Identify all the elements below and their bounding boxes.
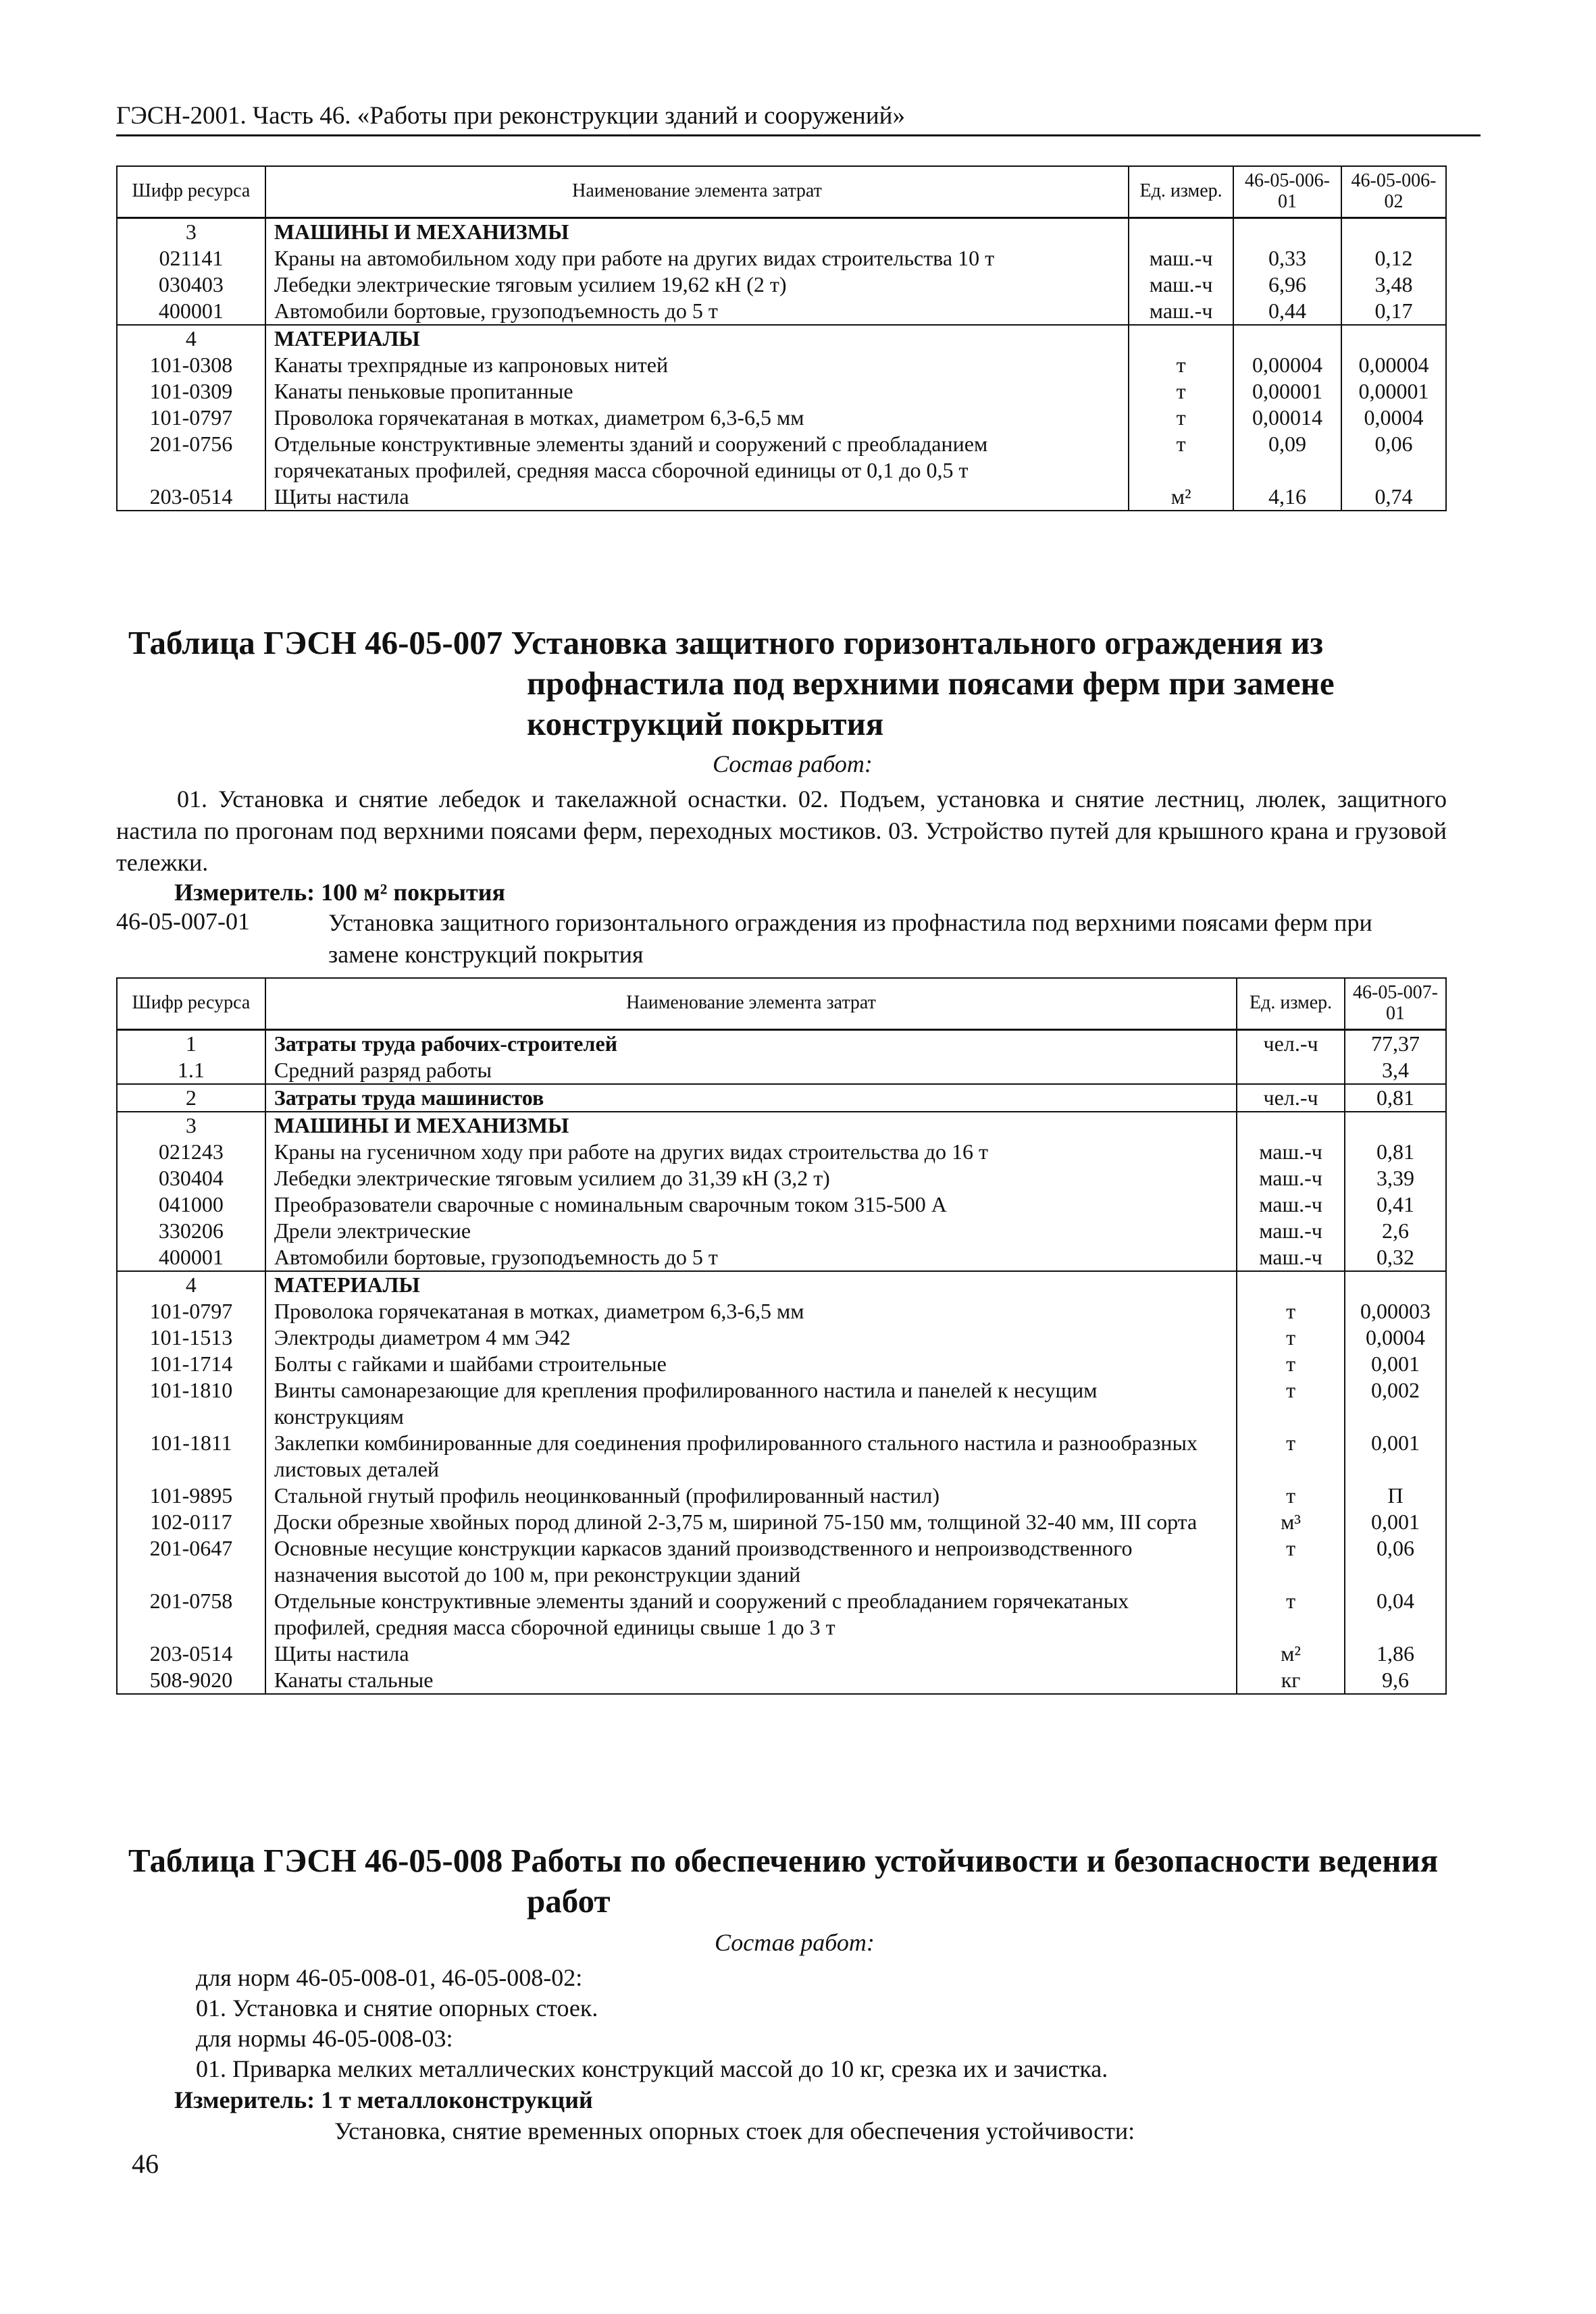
work-line-1: для норм 46-05-008-01, 46-05-008-02: xyxy=(196,1964,583,1991)
table-row xyxy=(117,1084,1446,1112)
table-row xyxy=(117,484,1446,511)
norm-value-cell xyxy=(1341,325,1446,352)
table-row xyxy=(117,1377,1446,1430)
norm-value-cell xyxy=(1341,217,1446,245)
norm-value-cell: 1,86 xyxy=(1345,1641,1446,1667)
resource-code-cell: 1 xyxy=(117,1029,265,1057)
unit-cell: маш.-ч xyxy=(1129,272,1233,298)
unit-cell: т xyxy=(1237,1430,1345,1483)
resource-code-cell: 3 xyxy=(117,1112,265,1139)
table-row xyxy=(117,1218,1446,1244)
resource-code-cell: 101-1811 xyxy=(117,1430,265,1483)
resource-name-cell: МАТЕРИАЛЫ xyxy=(265,325,1129,352)
unit-cell: т xyxy=(1129,431,1233,484)
unit-cell: т xyxy=(1237,1535,1345,1588)
table-row xyxy=(117,1191,1446,1218)
table-row xyxy=(117,1588,1446,1641)
column-header-code: Шифр ресурса xyxy=(117,978,265,1029)
resource-name-cell: МАШИНЫ И МЕХАНИЗМЫ xyxy=(265,217,1129,245)
unit-cell xyxy=(1129,217,1233,245)
table-row xyxy=(117,1509,1446,1535)
resource-name-cell: МАШИНЫ И МЕХАНИЗМЫ xyxy=(265,1112,1237,1139)
table-row xyxy=(117,272,1446,298)
title-line-3: конструкций покрытия xyxy=(527,704,884,742)
norm-value-cell: 3,4 xyxy=(1345,1057,1446,1084)
norm-value-cell: 0,33 xyxy=(1233,245,1341,272)
norm-value-cell: 0,0004 xyxy=(1345,1325,1446,1351)
unit-cell: т xyxy=(1237,1377,1345,1430)
work-line-3: для нормы 46-05-008-03: xyxy=(196,2025,453,2052)
norm-value-cell: 0,00001 xyxy=(1233,378,1341,405)
unit-cell: маш.-ч xyxy=(1237,1244,1345,1271)
unit-cell: т xyxy=(1129,352,1233,378)
table-row xyxy=(117,1535,1446,1588)
resource-code-cell: 102-0117 xyxy=(117,1509,265,1535)
norm-value-cell: 0,0004 xyxy=(1341,405,1446,431)
unit-cell: маш.-ч xyxy=(1129,298,1233,325)
resource-code-cell: 030403 xyxy=(117,272,265,298)
section-row xyxy=(117,1271,1446,1298)
unit-cell: т xyxy=(1237,1298,1345,1325)
work-composition-label: Состав работ: xyxy=(713,750,873,777)
resource-name-cell: Стальной гнутый профиль неоцинкованный (профилированный настил) xyxy=(265,1483,1237,1509)
norm-value-cell xyxy=(1233,325,1341,352)
norm-value-cell: 0,002 xyxy=(1345,1377,1446,1430)
title-line-1: Таблица ГЭСН 46-05-007 Установка защитного горизонтального ограждения из xyxy=(128,624,1324,661)
norm-code: 46-05-007-01 xyxy=(116,908,250,935)
norm-value-cell xyxy=(1345,1112,1446,1139)
norm-value-cell: 9,6 xyxy=(1345,1667,1446,1694)
norm-value-cell: 0,41 xyxy=(1345,1191,1446,1218)
norm-value-cell: 0,00001 xyxy=(1341,378,1446,405)
table-row xyxy=(117,431,1446,484)
resource-code-cell: 508-9020 xyxy=(117,1667,265,1694)
resource-code-cell: 3 xyxy=(117,217,265,245)
resource-code-cell: 101-0308 xyxy=(117,352,265,378)
norm-value-cell: 0,81 xyxy=(1345,1139,1446,1165)
unit-cell: т xyxy=(1129,405,1233,431)
norm-value-cell: 0,44 xyxy=(1233,298,1341,325)
resource-code-cell: 101-0797 xyxy=(117,1298,265,1325)
resource-name-cell: Затраты труда рабочих-строителей xyxy=(265,1029,1237,1057)
table-row xyxy=(117,1029,1446,1057)
resource-name-cell: Щиты настила xyxy=(265,1641,1237,1667)
resource-code-cell: 021141 xyxy=(117,245,265,272)
resource-name-cell: Винты самонарезающие для крепления профилированного настила и панелей к несущим конструкциям xyxy=(265,1377,1237,1430)
unit-cell: маш.-ч xyxy=(1129,245,1233,272)
column-header-name: Наименование элемента затрат xyxy=(265,978,1237,1029)
unit-cell: чел.-ч xyxy=(1237,1029,1345,1057)
resource-code-cell: 400001 xyxy=(117,298,265,325)
page-number: 46 xyxy=(132,2149,159,2179)
norm-value-cell xyxy=(1345,1271,1446,1298)
resource-code-cell: 2 xyxy=(117,1084,265,1112)
norm-value-cell: 0,001 xyxy=(1345,1430,1446,1483)
resource-table-007 xyxy=(116,977,1447,1695)
unit-cell xyxy=(1129,325,1233,352)
norm-value-cell: 0,00014 xyxy=(1233,405,1341,431)
resource-name-cell: МАТЕРИАЛЫ xyxy=(265,1271,1237,1298)
norm-value-cell: 0,12 xyxy=(1341,245,1446,272)
table-row xyxy=(117,1244,1446,1271)
norm-value-cell: 0,32 xyxy=(1345,1244,1446,1271)
resource-name-cell: Краны на автомобильном ходу при работе на других видах строительства 10 т xyxy=(265,245,1129,272)
resource-name-cell: Дрели электрические xyxy=(265,1218,1237,1244)
norm-value-cell: 77,37 xyxy=(1345,1029,1446,1057)
column-header-norm-01: 46-05-006-01 xyxy=(1233,166,1341,217)
work-composition-text: 01. Установка и снятие лебедок и такелажной оснастки. 02. Подъем, установка и снятие лестниц, люлек, защитного настила по прогонам под верхними поясами ферм, переходных мостиков. 03. Устройство путей для крышного крана и грузовой тележки. xyxy=(116,786,1447,876)
table-row xyxy=(117,1430,1446,1483)
resource-code-cell: 201-0647 xyxy=(117,1535,265,1588)
column-header-unit: Ед. измер. xyxy=(1129,166,1233,217)
norm-value-cell: 0,001 xyxy=(1345,1509,1446,1535)
norm-value-cell: 6,96 xyxy=(1233,272,1341,298)
resource-name-cell: Доски обрезные хвойных пород длиной 2-3,75 м, шириной 75-150 мм, толщиной 32-40 мм, III сорта xyxy=(265,1509,1237,1535)
unit-cell xyxy=(1237,1057,1345,1084)
unit-cell: т xyxy=(1237,1325,1345,1351)
unit-cell: м² xyxy=(1237,1641,1345,1667)
column-header-norm-02: 46-05-006-02 xyxy=(1341,166,1446,217)
resource-code-cell: 101-1513 xyxy=(117,1325,265,1351)
resource-name-cell: Автомобили бортовые, грузоподъемность до 5 т xyxy=(265,298,1129,325)
unit-cell: маш.-ч xyxy=(1237,1191,1345,1218)
table-body xyxy=(117,217,1446,511)
section-row xyxy=(117,1112,1446,1139)
table-row xyxy=(117,1325,1446,1351)
table-row xyxy=(117,1351,1446,1377)
title-line-1: Таблица ГЭСН 46-05-008 Работы по обеспечению устойчивости и безопасности ведения xyxy=(128,1842,1439,1879)
table-header-row xyxy=(117,978,1446,1029)
resource-code-cell: 400001 xyxy=(117,1244,265,1271)
norm-value-cell: 0,001 xyxy=(1345,1351,1446,1377)
resource-code-cell: 203-0514 xyxy=(117,484,265,511)
table-row xyxy=(117,352,1446,378)
page-header: ГЭСН-2001. Часть 46. «Работы при реконструкции зданий и сооружений» xyxy=(116,101,1481,136)
resource-name-cell: Электроды диаметром 4 мм Э42 xyxy=(265,1325,1237,1351)
resource-name-cell: Щиты настила xyxy=(265,484,1129,511)
norm-value-cell: 0,09 xyxy=(1233,431,1341,484)
work-composition-label: Состав работ: xyxy=(715,1929,875,1956)
unit-cell xyxy=(1237,1271,1345,1298)
norm-value-cell: 0,06 xyxy=(1345,1535,1446,1588)
norm-value-cell: 0,00004 xyxy=(1341,352,1446,378)
resource-code-cell: 101-1714 xyxy=(117,1351,265,1377)
resource-code-cell: 4 xyxy=(117,325,265,352)
resource-name-cell: Лебедки электрические тяговым усилием 19,62 кН (2 т) xyxy=(265,272,1129,298)
unit-cell: т xyxy=(1129,378,1233,405)
norm-value-cell: 3,39 xyxy=(1345,1165,1446,1191)
table-row xyxy=(117,1483,1446,1509)
unit-cell: т xyxy=(1237,1351,1345,1377)
norm-value-cell: 0,06 xyxy=(1341,431,1446,484)
norm-value-cell: 0,04 xyxy=(1345,1588,1446,1641)
resource-name-cell: Автомобили бортовые, грузоподъемность до 5 т xyxy=(265,1244,1237,1271)
table-body xyxy=(117,1029,1446,1694)
title-line-2: профнастила под верхними поясами ферм при замене xyxy=(527,664,1335,702)
table-row xyxy=(117,245,1446,272)
norm-value-cell: 0,00003 xyxy=(1345,1298,1446,1325)
unit-cell: чел.-ч xyxy=(1237,1084,1345,1112)
table-row xyxy=(117,1057,1446,1084)
resource-name-cell: Краны на гусеничном ходу при работе на других видах строительства до 16 т xyxy=(265,1139,1237,1165)
norm-value-cell: 3,48 xyxy=(1341,272,1446,298)
table-header-row xyxy=(117,166,1446,217)
norm-value-cell: 4,16 xyxy=(1233,484,1341,511)
unit-cell xyxy=(1237,1112,1345,1139)
resource-name-cell: Средний разряд работы xyxy=(265,1057,1237,1084)
unit-cell: кг xyxy=(1237,1667,1345,1694)
resource-name-cell: Канаты стальные xyxy=(265,1667,1237,1694)
table-row xyxy=(117,1298,1446,1325)
unit-cell: м² xyxy=(1129,484,1233,511)
table-row xyxy=(117,378,1446,405)
norm-value-cell: 0,81 xyxy=(1345,1084,1446,1112)
work-line-4: 01. Приварка мелких металлических конструкций массой до 10 кг, срезка их и зачистка. xyxy=(196,2055,1108,2082)
section-row xyxy=(117,217,1446,245)
unit-cell: т xyxy=(1237,1588,1345,1641)
resource-table-006 xyxy=(116,165,1447,511)
column-header-unit: Ед. измер. xyxy=(1237,978,1345,1029)
column-header-norm-01: 46-05-007-01 xyxy=(1345,978,1446,1029)
resource-name-cell: Лебедки электрические тяговым усилием до 31,39 кН (3,2 т) xyxy=(265,1165,1237,1191)
unit-cell: т xyxy=(1237,1483,1345,1509)
resource-name-cell: Заклепки комбинированные для соединения профилированного стального настила и разнообразных листовых деталей xyxy=(265,1430,1237,1483)
resource-name-cell: Проволока горячекатаная в мотках, диаметром 6,3-6,5 мм xyxy=(265,405,1129,431)
resource-code-cell: 101-9895 xyxy=(117,1483,265,1509)
resource-code-cell: 201-0756 xyxy=(117,431,265,484)
resource-name-cell: Основные несущие конструкции каркасов зданий производственного и непроизводственного назначения высотой до 100 м, при реконструкции зданий xyxy=(265,1535,1237,1588)
norm-value-cell xyxy=(1233,217,1341,245)
resource-code-cell: 101-1810 xyxy=(117,1377,265,1430)
unit-cell: маш.-ч xyxy=(1237,1218,1345,1244)
norm-value-cell: П xyxy=(1345,1483,1446,1509)
table-row xyxy=(117,298,1446,325)
table-row xyxy=(117,1641,1446,1667)
section-row xyxy=(117,325,1446,352)
table-title-46-05-007 xyxy=(128,623,1472,744)
title-line-2: работ xyxy=(527,1882,611,1920)
resource-name-cell: Канаты пеньковые пропитанные xyxy=(265,378,1129,405)
resource-name-cell: Затраты труда машинистов xyxy=(265,1084,1237,1112)
resource-code-cell: 203-0514 xyxy=(117,1641,265,1667)
norm-description: Установка защитного горизонтального ограждения из профнастила под верхними поясами ферм при замене конструкций покрытия xyxy=(328,909,1372,968)
resource-name-cell: Канаты трехпрядные из капроновых нитей xyxy=(265,352,1129,378)
resource-name-cell: Преобразователи сварочные с номинальным сварочным током 315-500 А xyxy=(265,1191,1237,1218)
unit-cell: маш.-ч xyxy=(1237,1139,1345,1165)
table-row xyxy=(117,405,1446,431)
unit-cell: м³ xyxy=(1237,1509,1345,1535)
resource-code-cell: 030404 xyxy=(117,1165,265,1191)
column-header-code: Шифр ресурса xyxy=(117,166,265,217)
resource-code-cell: 101-0309 xyxy=(117,378,265,405)
table-row xyxy=(117,1165,1446,1191)
table-row xyxy=(117,1139,1446,1165)
unit-cell: маш.-ч xyxy=(1237,1165,1345,1191)
norm-value-cell: 0,17 xyxy=(1341,298,1446,325)
resource-name-cell: Отдельные конструктивные элементы зданий и сооружений с преобладанием горячекатаных профилей, средняя масса сборочной единицы от 0,1 до 0,5 т xyxy=(265,431,1129,484)
resource-code-cell: 021243 xyxy=(117,1139,265,1165)
table-title-46-05-008 xyxy=(128,1841,1472,1922)
work-line-2: 01. Установка и снятие опорных стоек. xyxy=(196,1995,598,2022)
resource-code-cell: 330206 xyxy=(117,1218,265,1244)
measure-unit: Измеритель: 100 м² покрытия xyxy=(174,879,505,906)
resource-code-cell: 1.1 xyxy=(117,1057,265,1084)
table-row xyxy=(117,1667,1446,1694)
measure-unit: Измеритель: 1 т металлоконструкций xyxy=(174,2086,593,2113)
resource-name-cell: Отдельные конструктивные элементы зданий и сооружений с преобладанием горячекатаных профилей, средняя масса сборочной единицы свыше 1 до 3 т xyxy=(265,1588,1237,1641)
norm-value-cell: 0,00004 xyxy=(1233,352,1341,378)
norm-value-cell: 2,6 xyxy=(1345,1218,1446,1244)
resource-code-cell: 4 xyxy=(117,1271,265,1298)
norm-value-cell: 0,74 xyxy=(1341,484,1446,511)
resource-name-cell: Проволока горячекатаная в мотках, диаметром 6,3-6,5 мм xyxy=(265,1298,1237,1325)
resource-code-cell: 101-0797 xyxy=(117,405,265,431)
norm-description: Установка, снятие временных опорных стоек для обеспечения устойчивости: xyxy=(334,2117,1135,2144)
resource-code-cell: 041000 xyxy=(117,1191,265,1218)
column-header-name: Наименование элемента затрат xyxy=(265,166,1129,217)
resource-code-cell: 201-0758 xyxy=(117,1588,265,1641)
resource-name-cell: Болты с гайками и шайбами строительные xyxy=(265,1351,1237,1377)
